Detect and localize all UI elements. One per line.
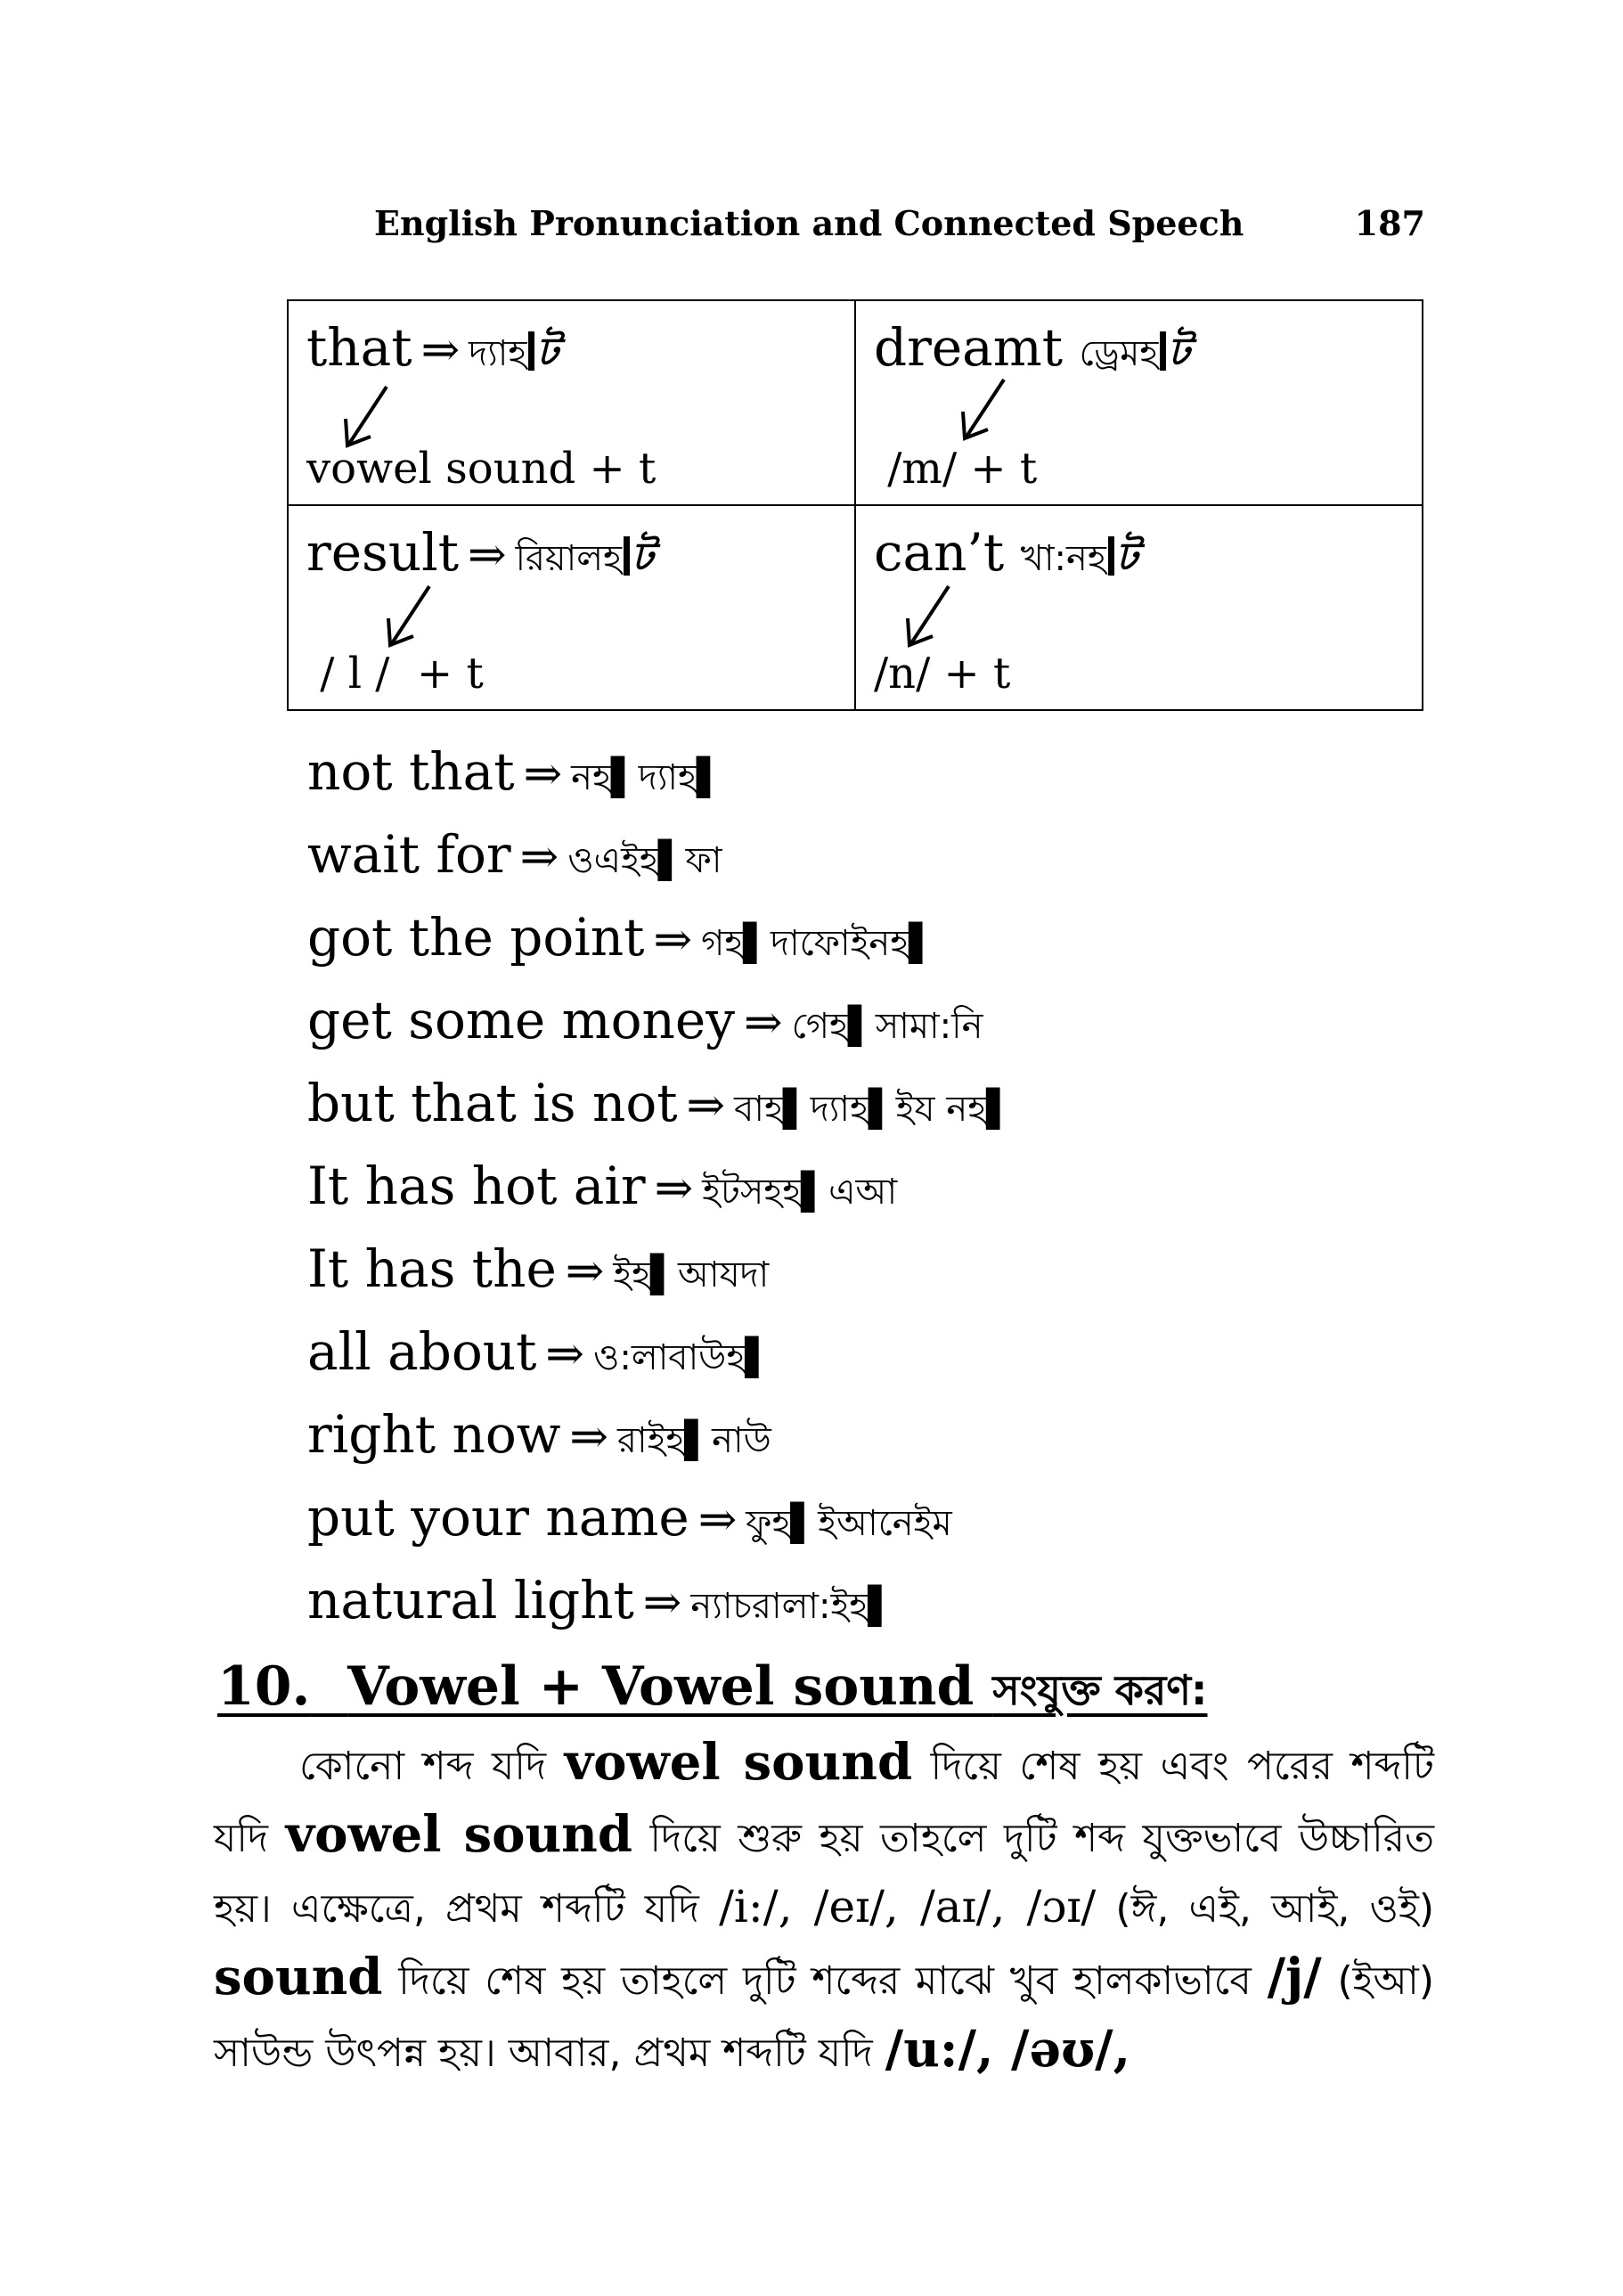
cell-word: that: [306, 317, 412, 378]
cell-bangla: দ্যাহ: [469, 333, 527, 374]
paragraph-bold: /j/: [1267, 1948, 1322, 2006]
phrase-english: It has the: [307, 1238, 557, 1299]
implies-arrow-icon: ⇒: [642, 1576, 682, 1630]
phrase-bangla: গেহ▌সামা:নি: [791, 1006, 983, 1047]
table-cell: [855, 300, 1423, 505]
cell-mark: ট: [536, 330, 559, 375]
paragraph-text: (ঈ, এই, আই, ওই): [1096, 1886, 1434, 1932]
phrase-bangla: ও:লাবাউহ▌: [592, 1337, 773, 1378]
cell-note: / l / + t: [306, 649, 484, 699]
list-item: [307, 1559, 1465, 1642]
cell-bangla: ড্রেমহ: [1079, 333, 1159, 374]
phrase-bangla: ফুহ▌ইআনেইম: [746, 1503, 952, 1544]
paragraph-text: দিয়ে শেষ হয় এবং পরের শব্দটি যদি: [214, 1744, 1434, 1861]
cell-word: result: [306, 522, 460, 583]
paragraph-text: দিয়ে শুরু হয় তাহলে দুটি শব্দ যুক্তভাবে উচ্চারিত হয়। এক্ষেত্রে, প্রথম শব্দটি যদি: [214, 1816, 1434, 1932]
implies-arrow-icon: ⇒: [686, 1079, 726, 1132]
body-paragraph: [214, 1728, 1434, 2088]
cell-mark: ট: [1168, 330, 1190, 375]
phrase-bangla: গহ▌দাফোইনহ▌: [701, 923, 937, 964]
cell-word: dreamt: [874, 317, 1064, 378]
list-item: [307, 731, 1465, 813]
implies-arrow-icon: ⇒: [653, 913, 693, 967]
cell-note: vowel sound + t: [306, 444, 657, 494]
paragraph-text: দিয়ে শেষ হয় তাহলে দুটি শব্দের মাঝে খুব হালকাভাবে: [382, 1958, 1268, 2004]
phrase-bangla: নহ▌দ্যাহ▌: [571, 757, 724, 798]
paragraph-bold: /u:/, /əʊ/,: [885, 2020, 1131, 2079]
implies-arrow-icon: ⇒: [420, 323, 461, 377]
list-item: [307, 1145, 1465, 1228]
bar-mark-icon: [1160, 331, 1166, 371]
section-heading: [217, 1655, 1464, 1728]
table-cell: [288, 505, 855, 710]
phrase-bangla: বাহ▌দ্যাহ▌ইয নহ▌: [734, 1089, 1014, 1130]
paragraph-bold: vowel sound: [285, 1805, 633, 1864]
phrase-bangla: ইটসহহ▌এআ: [702, 1172, 898, 1213]
cell-mark: ট: [632, 535, 654, 580]
list-item: [307, 1476, 1465, 1559]
bar-mark-icon: [1108, 536, 1114, 576]
running-title: English Pronunciation and Connected Speech: [374, 203, 1244, 243]
phrase-english: but that is not: [307, 1073, 678, 1133]
phrase-bangla: ইহ▌আযদা: [613, 1254, 770, 1295]
implies-arrow-icon: ⇒: [545, 1328, 584, 1381]
implies-arrow-icon: ⇒: [468, 528, 507, 582]
section-title: Vowel + Vowel sound: [347, 1655, 975, 1718]
cell-example: [874, 317, 1189, 388]
down-left-arrow-icon: [897, 581, 959, 652]
paragraph-text: কোনো শব্দ যদি: [299, 1744, 565, 1789]
list-item: [307, 813, 1465, 896]
implies-arrow-icon: ⇒: [744, 996, 783, 1050]
cell-note: /n/ + t: [874, 649, 1011, 699]
phrase-english: got the point: [307, 907, 645, 968]
phrase-english: It has hot air: [307, 1156, 646, 1216]
implies-arrow-icon: ⇒: [519, 830, 559, 884]
phrase-english: put your name: [307, 1487, 689, 1548]
list-item: [307, 896, 1465, 979]
phrase-english: natural light: [307, 1570, 634, 1630]
down-left-arrow-icon: [378, 581, 440, 652]
page-number: 187: [1354, 203, 1425, 243]
section-number: 10.: [217, 1655, 311, 1718]
list-item: [307, 1062, 1465, 1145]
cell-word: can’t: [874, 522, 1005, 583]
example-table: [287, 299, 1423, 711]
implies-arrow-icon: ⇒: [565, 1245, 605, 1298]
implies-arrow-icon: ⇒: [697, 1493, 738, 1547]
table-cell: [855, 505, 1423, 710]
section-title-bangla: সংযুক্ত করণ:: [992, 1666, 1208, 1714]
bar-mark-icon: [528, 331, 534, 371]
list-item: [307, 1311, 1465, 1393]
phrase-english: all about: [307, 1321, 537, 1382]
list-item: [307, 979, 1465, 1062]
cell-bangla: রিয়ালহ: [515, 538, 623, 579]
phrase-english: right now: [307, 1404, 561, 1465]
paragraph-text: (ইআ) সাউন্ড উৎপন্ন হয়। আবার, প্রথম শব্দটি যদি: [214, 1958, 1435, 2076]
list-item: [307, 1228, 1465, 1311]
implies-arrow-icon: ⇒: [523, 748, 563, 801]
down-left-arrow-icon: [335, 381, 397, 453]
phrase-english: not that: [307, 741, 515, 802]
down-left-arrow-icon: [952, 374, 1015, 445]
table-cell: [288, 300, 855, 505]
implies-arrow-icon: ⇒: [654, 1162, 694, 1215]
phrase-english: wait for: [307, 824, 511, 885]
phrase-bangla: রাইহ▌নাউ: [617, 1420, 771, 1461]
paragraph-bold: sound: [214, 1948, 383, 2006]
phrase-english: get some money: [307, 990, 736, 1050]
phrase-bangla: ন্যাচরালা:ইহ▌: [690, 1586, 896, 1627]
cell-bangla: খা:নহ: [1020, 538, 1106, 579]
bar-mark-icon: [624, 536, 630, 576]
phrase-list: [307, 731, 1465, 1642]
cell-example: [306, 522, 653, 592]
phrase-bangla: ওএইহ▌ফা: [567, 840, 722, 881]
paragraph-ipa: /i:/, /eɪ/, /aɪ/, /ɔɪ/: [719, 1881, 1097, 1932]
implies-arrow-icon: ⇒: [569, 1410, 608, 1464]
paragraph-bold: vowel sound: [564, 1733, 913, 1792]
list-item: [307, 1393, 1465, 1476]
cell-mark: ট: [1115, 535, 1138, 580]
cell-example: [306, 317, 558, 388]
page-header: [374, 203, 1425, 248]
cell-note: /m/ + t: [874, 444, 1038, 494]
